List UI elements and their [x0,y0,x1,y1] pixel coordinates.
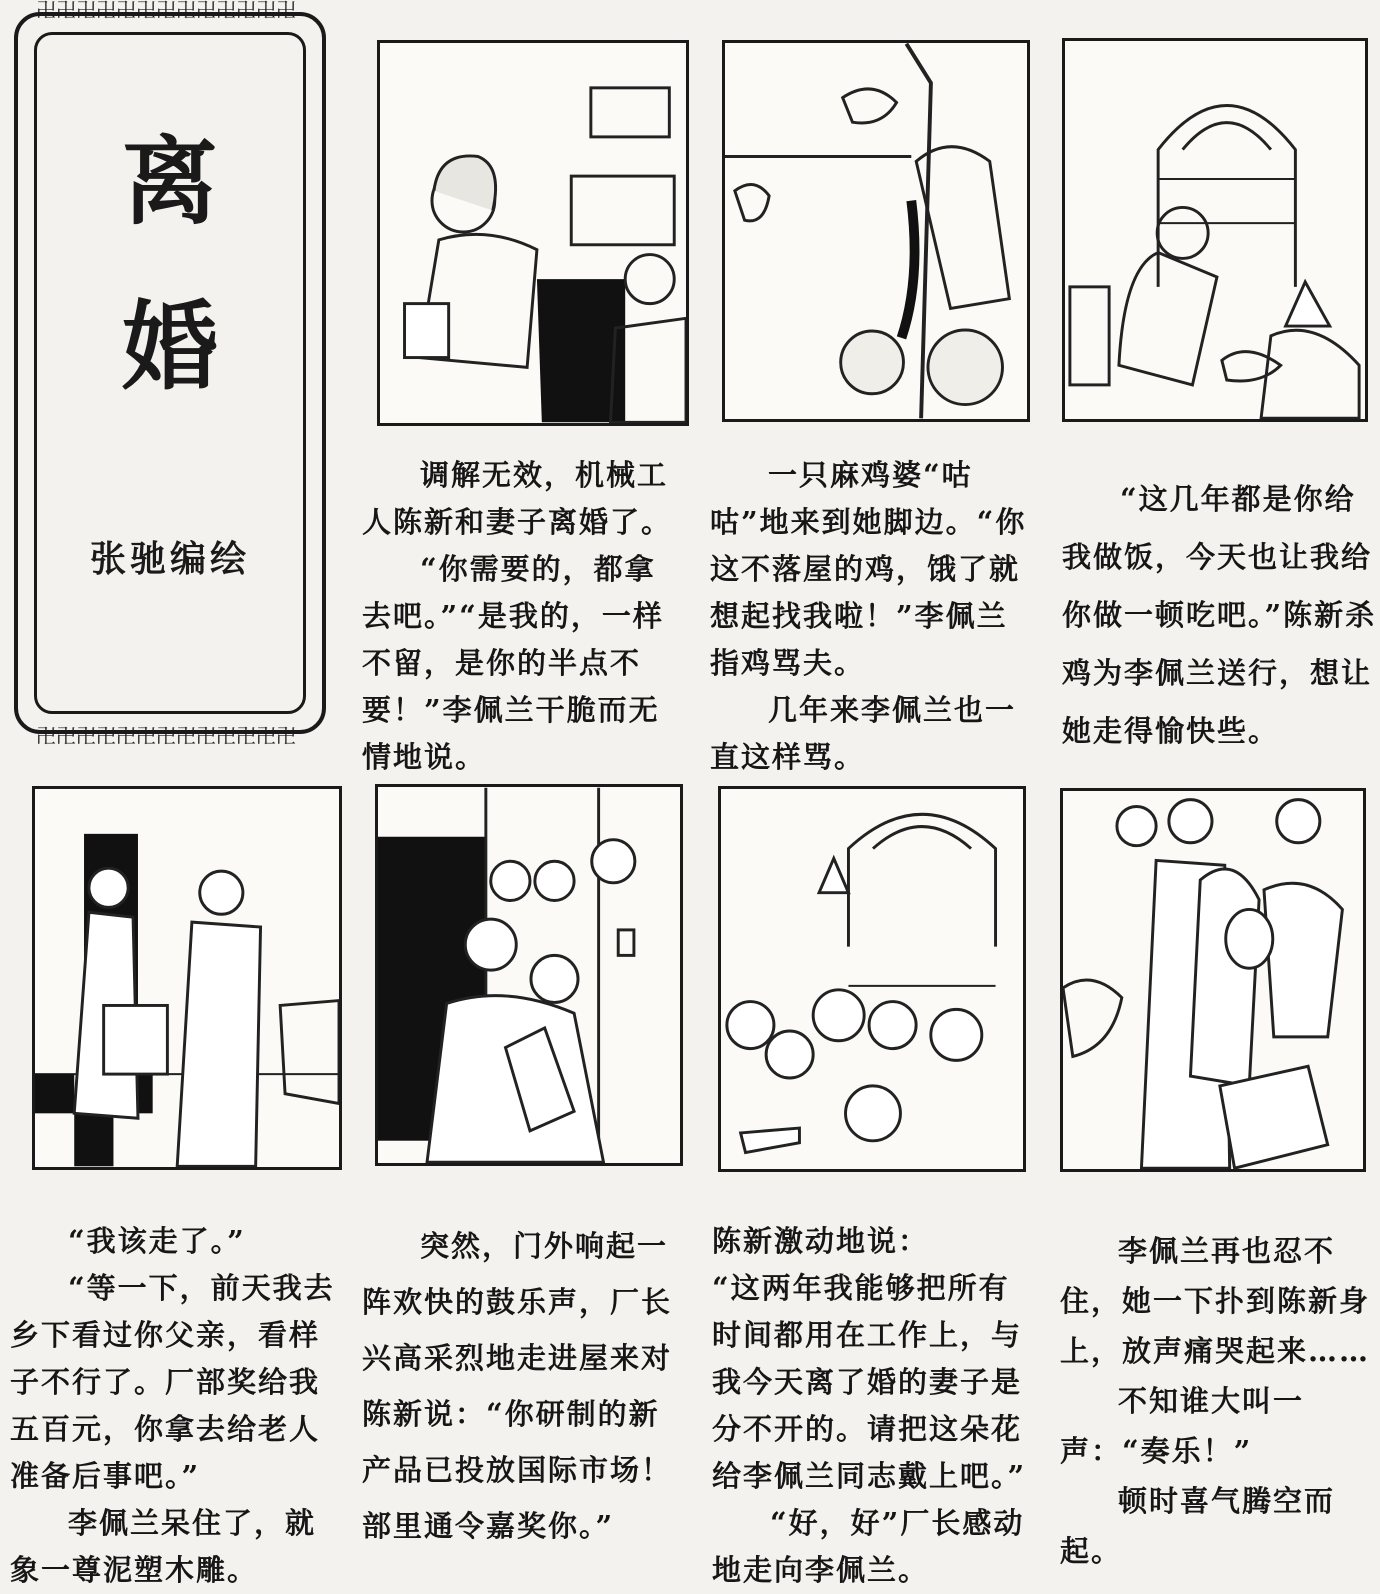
fret-border-bottom: 卍卍卍卍卍卍卍卍卍卍卍卍卍 [36,726,296,746]
fret-border-top: 卍卍卍卍卍卍卍卍卍卍卍卍卍 [36,0,296,20]
caption-3-para-1: “这几年都是你给我做饭，今天也让我给你做一顿吃吧。”陈新杀鸡为李佩兰送行，想让她走得愉快些。 [1062,482,1377,748]
comic-panel-5 [375,784,683,1166]
caption-6-para-2: “这两年我能够把所有时间都用在工作上，与我今天离了婚的妻子是分不开的。请把这朵花给李佩兰同志戴上吧。” [712,1271,1027,1493]
caption-panel-3 [1062,470,1378,760]
caption-7-para-2: 不知谁大叫一声：“奏乐！” [1060,1384,1305,1468]
comic-panel-6 [718,786,1026,1172]
caption-panel-5 [362,1218,682,1554]
panel-1-illustration [380,43,686,423]
caption-4-para-1: “我该走了。” [68,1224,246,1258]
caption-1-para-2: “你需要的，都拿去吧。”“是我的，一样不留，是你的半点不要！”李佩兰干脆而无情地说。 [362,552,664,774]
author-credit: 张驰编绘 [89,538,250,580]
caption-panel-6 [712,1218,1032,1594]
caption-panel-7 [1060,1226,1376,1576]
caption-5-para-1: 突然，门外响起一阵欢快的鼓乐声，厂长兴高采烈地走进屋来对陈新说：“你研制的新产品已投放国际市场！部里通令嘉奖你。” [362,1229,673,1543]
caption-2-para-1: 一只麻鸡婆“咕咕”地来到她脚边。“你这不落屋的鸡，饿了就想起找我啦！”李佩兰指鸡骂夫。 [710,458,1027,680]
caption-panel-2 [710,452,1032,781]
comic-panel-1 [377,40,689,426]
panel-4-illustration [35,789,339,1167]
comic-panel-2 [722,40,1030,422]
caption-panel-1 [362,452,682,781]
title-frame [14,0,326,746]
panel-2-illustration [725,43,1027,419]
panel-3-illustration [1065,41,1365,419]
caption-1-para-1: 调解无效，机械工人陈新和妻子离婚了。 [362,458,673,539]
caption-panel-4 [10,1218,335,1594]
panel-5-illustration [378,787,680,1163]
caption-4-para-3: 李佩兰呆住了，就象一尊泥塑木雕。 [10,1506,317,1587]
caption-6-para-1: 陈新激动地说： [712,1224,930,1258]
caption-6-para-3: “好，好”厂长感动地走向李佩兰。 [712,1506,1025,1587]
panel-7-illustration [1063,791,1363,1169]
title-char-2: 婚 [122,290,218,403]
caption-2-para-2: 几年来李佩兰也一直这样骂。 [710,693,1017,774]
comic-panel-4 [32,786,342,1170]
caption-7-para-1: 李佩兰再也忍不住，她一下扑到陈新身上，放声痛哭起来…… [1060,1234,1371,1368]
caption-7-para-3: 顿时喜气腾空而起。 [1060,1484,1336,1568]
panel-6-illustration [721,789,1023,1169]
caption-4-para-2: “等一下，前天我去乡下看过你父亲，看样子不行了。厂部奖给我五百元，你拿去给老人准备后事吧。” [10,1271,335,1493]
comic-panel-7 [1060,788,1366,1172]
title-char-1: 离 [122,125,218,238]
comic-panel-3 [1062,38,1368,422]
